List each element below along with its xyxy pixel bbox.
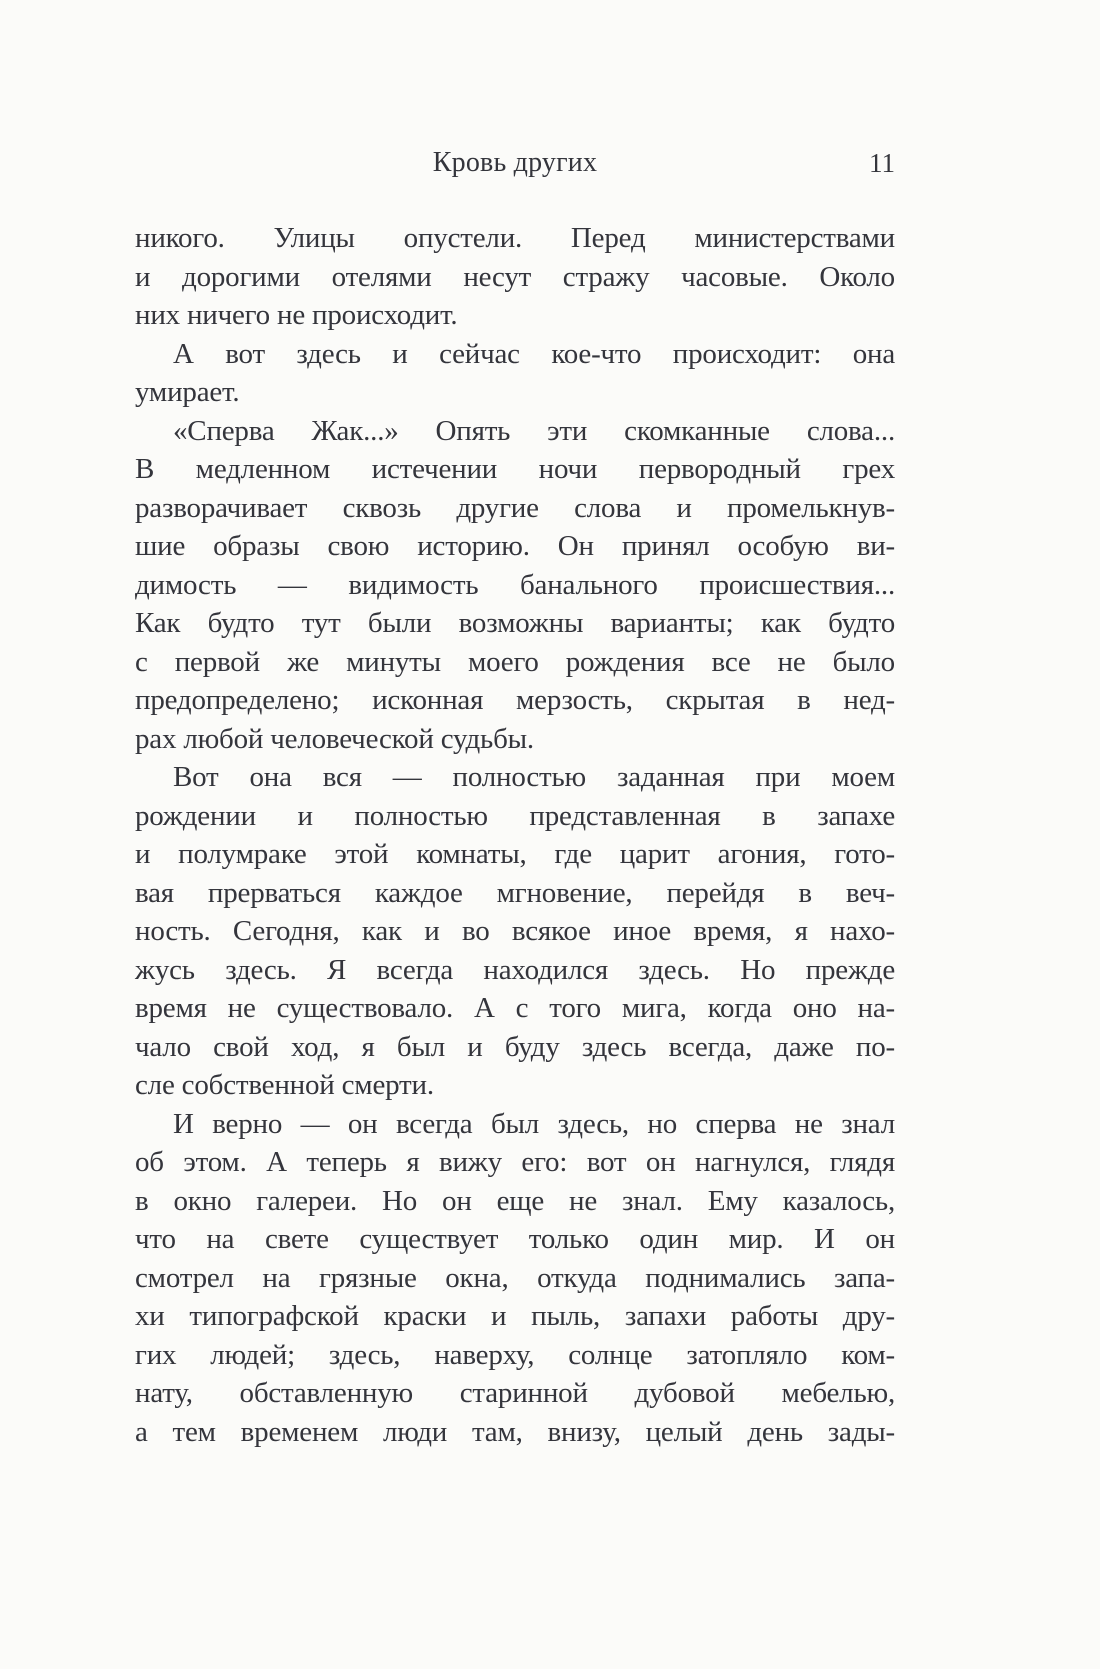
text-line: что на свете существует только один мир. И он	[135, 1223, 895, 1255]
running-head	[135, 146, 895, 180]
text-line: шие образы свою историю. Он принял особую ви-	[135, 530, 895, 562]
text-line: чало свой ход, я был и буду здесь всегда, даже по-	[135, 1030, 895, 1063]
text-line: в окно галереи. Но он еще не знал. Ему казалось,	[135, 1184, 895, 1217]
text-line: Как будто тут были возможны варианты; как будто	[135, 607, 895, 639]
text-line: и дорогими отелями несут стражу часовые. Около	[135, 260, 895, 293]
text-line: смотрел на грязные окна, откуда поднимались запа-	[135, 1261, 895, 1294]
text-line: димость — видимость банального происшествия...	[135, 568, 895, 601]
paragraph	[135, 219, 895, 335]
text-line: никого. Улицы опустели. Перед министерствами	[135, 222, 895, 254]
text-line: хи типографской краски и пыль, запахи работы дру-	[135, 1300, 895, 1332]
page-body	[135, 219, 895, 1451]
paragraph	[135, 1105, 895, 1452]
text-line: А вот здесь и сейчас кое-что происходит: она	[173, 337, 895, 370]
running-head-title: Кровь других	[432, 147, 598, 178]
text-line: них ничего не происходит.	[135, 299, 458, 331]
text-line: Вот она вся — полностью заданная при моем	[173, 761, 895, 793]
text-line: и полумраке этой комнаты, где царит агония, гото-	[135, 838, 895, 870]
text-line: а тем временем люди там, внизу, целый день зады-	[135, 1415, 895, 1448]
text-line: ность. Сегодня, как и во всякое иное время, я нахо-	[135, 915, 895, 947]
text-line: сле собственной смерти.	[135, 1069, 434, 1101]
text-line: «Сперва Жак...» Опять эти скомканные слова...	[173, 414, 895, 447]
paragraph	[135, 335, 895, 412]
text-line: рах любой человеческой судьбы.	[135, 722, 534, 755]
text-line: нату, обставленную старинной дубовой мебелью,	[135, 1377, 895, 1409]
text-line: вая прерваться каждое мгновение, перейдя в веч-	[135, 876, 895, 909]
text-line: предопределено; исконная мерзость, скрытая в нед-	[135, 684, 895, 716]
text-line: гих людей; здесь, наверху, солнце затопляло ком-	[135, 1338, 895, 1371]
text-line: умирает.	[135, 376, 240, 408]
paragraph	[135, 758, 895, 1105]
paragraph	[135, 412, 895, 759]
page-number: 11	[869, 148, 895, 178]
text-line: В медленном истечении ночи первородный грех	[135, 453, 895, 485]
text-line: об этом. А теперь я вижу его: вот он нагнулся, глядя	[135, 1146, 895, 1178]
text-line: И верно — он всегда был здесь, но сперва не знал	[173, 1107, 895, 1140]
text-line: жусь здесь. Я всегда находился здесь. Но прежде	[135, 953, 895, 986]
text-line: рождении и полностью представленная в запахе	[135, 799, 895, 832]
text-line: разворачивает сквозь другие слова и промелькнув-	[135, 491, 895, 524]
text-line: время не существовало. А с того мига, когда оно на-	[135, 992, 895, 1024]
text-line: с первой же минуты моего рождения все не было	[135, 645, 895, 678]
